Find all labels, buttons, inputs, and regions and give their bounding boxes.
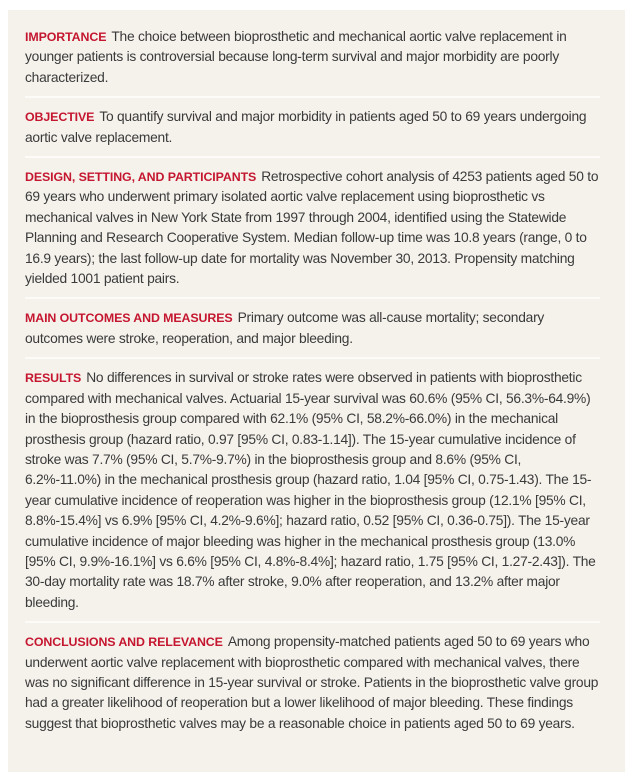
section-body-main-outcomes: Primary outcome was all-cause mortality; secondary outcomes were stroke, reoperation, and major bleeding. [25,310,545,346]
section-label-conclusions: CONCLUSIONS AND RELEVANCE [25,635,223,650]
section-paragraph [25,632,600,734]
section-body-conclusions: Among propensity-matched patients aged 50 to 69 years who underwent aortic valve replacement with bioprosthetic compared with mechanical valves, there was no significant difference in 15-year survival or stroke. Patients in the bioprosthetic valve group had a greater likelihood of reoperation but a lower likelihood of major bleeding. These findings suggest that bioprosthetic valves may be a reasonable choice in patients aged 50 to 69 years. [25,634,599,731]
section-divider [25,156,600,158]
section-divider [25,357,600,359]
section-label-importance: IMPORTANCE [25,30,107,44]
section-divider [25,621,600,623]
section-paragraph [25,27,600,88]
section-divider [25,297,600,299]
section-objective [25,107,600,148]
section-main-outcomes [25,308,600,349]
section-importance [25,27,600,88]
section-paragraph [25,107,600,148]
section-results [25,368,600,613]
section-label-results: RESULTS [25,371,82,386]
section-paragraph [25,368,600,613]
section-paragraph [25,308,600,349]
section-body-objective: To quantify survival and major morbidity in patients aged 50 to 69 years undergoing aortic valve replacement. [25,109,587,145]
section-body-importance: The choice between bioprosthetic and mechanical aortic valve replacement in younger patients is controversial because long-term survival and major morbidity are poorly characterized. [25,29,567,85]
section-body-design: Retrospective cohort analysis of 4253 patients aged 50 to 69 years who underwent primary isolated aortic valve replacement using bioprosthetic vs mechanical valves in New York State from 1997 through 2004, identified using the Statewide Planning and Research Cooperative System. Median follow-up time was 10.8 years (range, 0 to 16.9 years); the last follow-up date for mortality was November 30, 2013. Propensity matching yielded 1001 patient pairs. [25,169,599,287]
section-label-main-outcomes: MAIN OUTCOMES AND MEASURES [25,311,233,326]
section-divider [25,96,600,98]
section-body-results: No differences in survival or stroke rates were observed in patients with bioprosthetic compared with mechanical valves. Actuarial 15-year survival was 60.6% (95% CI, 56.3%-64.9%) in the bioprosthesis group compared with 62.1% (95% CI, 58.2%-66.0%) in the mechanical prosthesis group (hazard ratio, 0.97 [95% CI, 0.83-1.14]). The 15-year cumulative incidence of stroke was 7.7% (95% CI, 5.7%-9.7%) in the bioprosthesis group and 8.6% (95% CI, 6.2%-11.0%) in the mechanical prosthesis group (hazard ratio, 1.04 [95% CI, 0.75-1.43). The 15-year cumulative incidence of reoperation was higher in the bioprosthesis group (12.1% [95% CI, 8.8%-15.4%] vs 6.9% [95% CI, 4.2%-9.6%]; hazard ratio, 0.52 [95% CI, 0.36-0.75]). The 15-year cumulative incidence of major bleeding was higher in the mechanical prosthesis group (13.0% [95% CI, 9.9%-16.1%] vs 6.6% [95% CI, 4.8%-8.4%]; hazard ratio, 1.75 [95% CI, 1.27-2.43]). The 30-day mortality rate was 18.7% after stroke, 9.0% after reoperation, and 13.2% after major bleeding. [25,370,596,610]
section-conclusions [25,632,600,734]
section-design-setting-participants [25,167,600,289]
abstract-panel [8,10,625,772]
section-label-objective: OBJECTIVE [25,110,95,125]
section-paragraph [25,167,600,289]
section-label-design: DESIGN, SETTING, AND PARTICIPANTS [25,170,257,185]
